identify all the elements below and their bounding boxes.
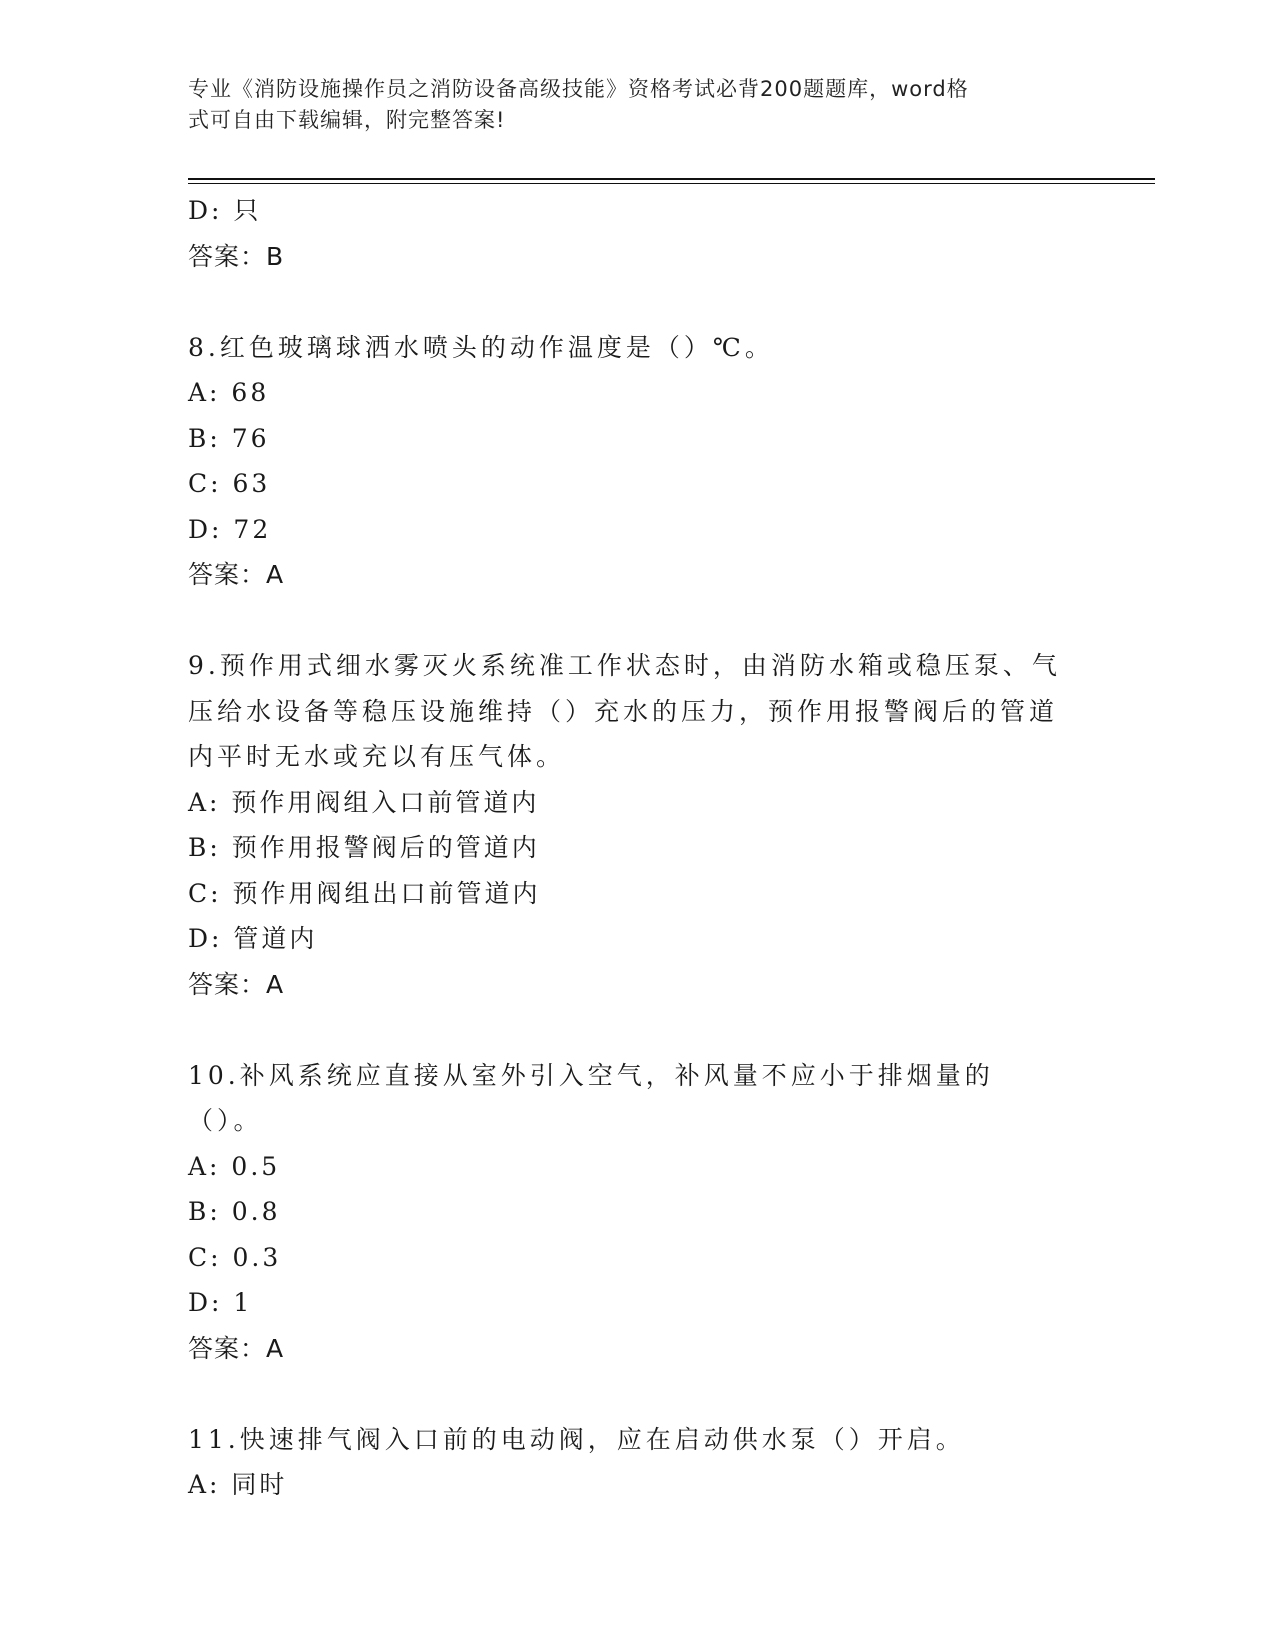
option-b: B: 预作用报警阀后的管道内: [188, 833, 540, 862]
question-list: [188, 188, 1068, 1508]
answer-line: 答案：A: [188, 969, 285, 999]
question-text-line-2: 压给水设备等稳压设施维持（）充水的压力，预作用报警阀后的管道: [188, 696, 1059, 726]
answer-line: 答案：A: [188, 560, 285, 589]
header-rule-thin: [188, 183, 1155, 184]
question-text-line-3: 内平时无水或充以有压气体。: [188, 742, 566, 771]
question-9: [188, 643, 1068, 1007]
option-a: A: 预作用阀组入口前管道内: [188, 787, 540, 817]
header-rule-thick: [188, 178, 1155, 180]
option-d: D: 72: [188, 514, 272, 544]
option-b: B: 0.8: [188, 1197, 281, 1226]
header-line-2: 式可自由下载编辑，附完整答案!: [188, 108, 506, 132]
option-d: D: 只: [188, 196, 262, 225]
option-a: A: 68: [188, 378, 270, 407]
question-10: [188, 1053, 1068, 1372]
previous-question-tail: [188, 188, 1068, 279]
spacer: [188, 1371, 1068, 1417]
option-d: D: 管道内: [188, 924, 318, 953]
answer-line: 答案：B: [188, 241, 285, 271]
option-c: C: 预作用阀组出口前管道内: [188, 878, 541, 908]
option-a: A: 同时: [188, 1470, 288, 1499]
question-text: 11.快速排气阀入口前的电动阀，应在启动供水泵（）开启。: [188, 1424, 965, 1454]
header-line-1: 专业《消防设施操作员之消防设备高级技能》资格考试必背200题题库，word格: [188, 77, 969, 101]
question-text: 10.补风系统应直接从室外引入空气，补风量不应小于排烟量的（）。: [188, 1060, 994, 1135]
spacer: [188, 279, 1068, 325]
spacer: [188, 1007, 1068, 1053]
question-8: [188, 325, 1068, 598]
question-text-line-1: 9.预作用式细水雾灭火系统准工作状态时，由消防水箱或稳压泵、气: [188, 651, 1061, 680]
spacer: [188, 598, 1068, 644]
option-b: B: 76: [188, 423, 270, 453]
question-11: [188, 1417, 1068, 1508]
answer-line: 答案：A: [188, 1333, 285, 1363]
option-d: D: 1: [188, 1288, 253, 1317]
option-c: C: 63: [188, 469, 271, 498]
document-header: [188, 74, 1068, 136]
question-text: 8.红色玻璃球洒水喷头的动作温度是（）℃。: [188, 332, 774, 362]
option-c: C: 0.3: [188, 1242, 282, 1272]
option-a: A: 0.5: [188, 1151, 281, 1181]
